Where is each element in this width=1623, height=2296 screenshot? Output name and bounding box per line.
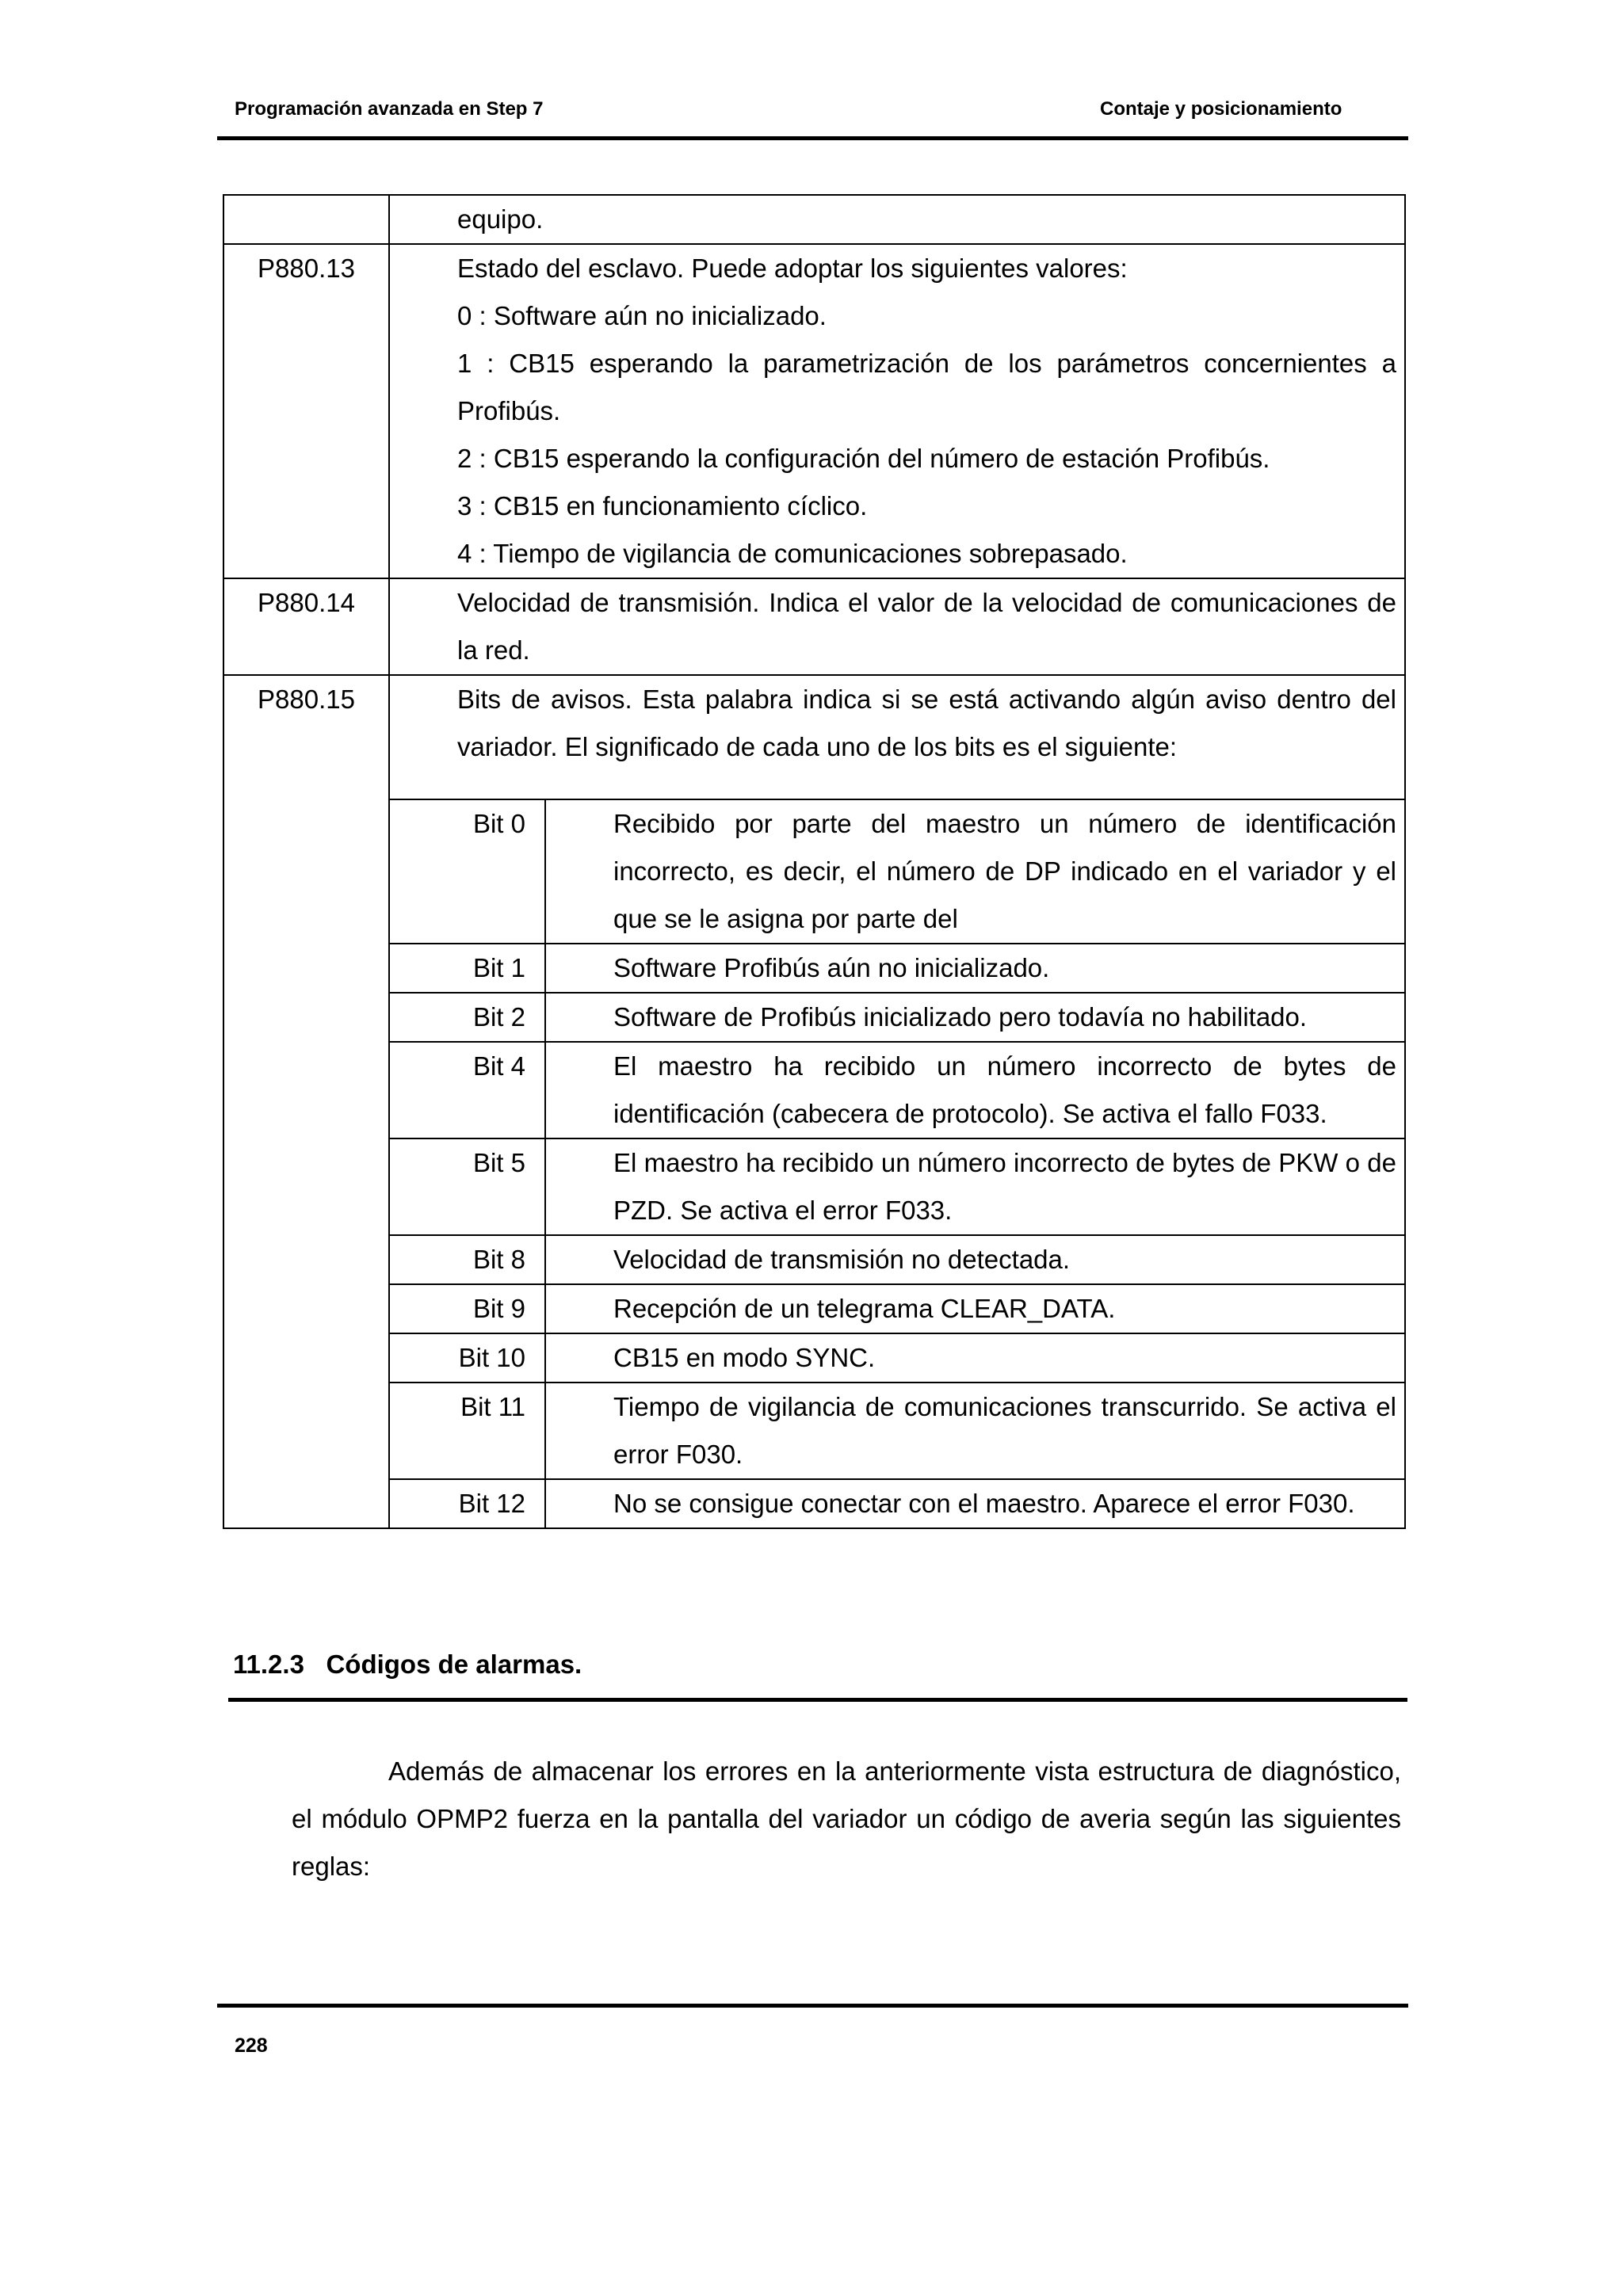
bit-label: Bit 10 [390,1333,545,1383]
bit-row [390,800,1404,944]
bits-table [390,800,1404,1527]
bit-row [390,1138,1404,1235]
bit-row [390,1284,1404,1333]
table-row [223,195,1405,244]
bit-row [390,1042,1404,1138]
param-code [223,195,389,244]
bit-row [390,1333,1404,1383]
param-desc-line: 1 : CB15 esperando la parametrización de los parámetros concernientes a Profibús. [457,349,1396,425]
param-code: P880.14 [223,578,389,675]
bit-description: Recepción de un telegrama CLEAR_DATA. [545,1284,1404,1333]
parameters-table [223,194,1406,1529]
param-desc-line: 0 : Software aún no inicializado. [457,301,827,330]
param-code: P880.15 [223,675,389,1528]
section-heading [233,1650,582,1680]
param-desc-line: Velocidad de transmisión. Indica el valor de la velocidad de comunicaciones de la red. [457,588,1396,665]
header-rule [217,136,1408,140]
body-paragraph [292,1748,1401,1890]
section-rule [228,1698,1407,1702]
param-description [389,578,1405,675]
bit-description: No se consigue conectar con el maestro. Aparece el error F030. [545,1479,1404,1527]
bit-row [390,993,1404,1042]
bit-label: Bit 2 [390,993,545,1042]
bit-description: Recibido por parte del maestro un número de identificación incorrecto, es decir, el número de DP indicado en el variador y el que se le asigna por parte del [545,800,1404,944]
bit-description: Software Profibús aún no inicializado. [545,944,1404,993]
page-number: 228 [235,2035,268,2057]
table-row [223,244,1405,578]
bit-description: Velocidad de transmisión no detectada. [545,1235,1404,1284]
bit-label: Bit 1 [390,944,545,993]
bit-label: Bit 11 [390,1383,545,1479]
section-title-text: Códigos de alarmas. [326,1650,582,1679]
param-description [389,244,1405,578]
table-row [223,799,1405,1528]
footer-rule [217,2004,1408,2008]
bit-row [390,1235,1404,1284]
header-left-title: Programación avanzada en Step 7 [235,98,544,120]
paragraph-text: Además de almacenar los errores en la anteriormente vista estructura de diagnóstico, el módulo OPMP2 fuerza en la pantalla del variador un código de averia según las siguientes reglas: [292,1756,1401,1881]
param-desc-line: equipo. [457,204,544,234]
bit-label: Bit 0 [390,800,545,944]
header-right-title: Contaje y posicionamiento [1100,98,1342,120]
bits-cell [389,799,1405,1528]
bit-label: Bit 12 [390,1479,545,1527]
param-desc-line: 2 : CB15 esperando la configuración del número de estación Profibús. [457,444,1270,473]
bit-row [390,944,1404,993]
section-number: 11.2.3 [233,1650,304,1679]
param-desc-line: Estado del esclavo. Puede adoptar los siguientes valores: [457,254,1128,283]
bit-description: CB15 en modo SYNC. [545,1333,1404,1383]
bit-description: El maestro ha recibido un número incorrecto de bytes de PKW o de PZD. Se activa el error F033. [545,1138,1404,1235]
bit-description: El maestro ha recibido un número incorrecto de bytes de identificación (cabecera de protocolo). Se activa el fallo F033. [545,1042,1404,1138]
param-code: P880.13 [223,244,389,578]
param-description [389,195,1405,244]
bit-description: Software de Profibús inicializado pero todavía no habilitado. [545,993,1404,1042]
bit-label: Bit 5 [390,1138,545,1235]
table-row [223,578,1405,675]
bit-row [390,1479,1404,1527]
bit-row [390,1383,1404,1479]
table-row [223,675,1405,799]
bit-label: Bit 8 [390,1235,545,1284]
param-desc-line: 4 : Tiempo de vigilancia de comunicaciones sobrepasado. [457,539,1128,568]
param-desc-line: 3 : CB15 en funcionamiento cíclico. [457,491,868,521]
bit-description: Tiempo de vigilancia de comunicaciones transcurrido. Se activa el error F030. [545,1383,1404,1479]
param-desc-line: Bits de avisos. Esta palabra indica si se está activando algún aviso dentro del variador. El significado de cada uno de los bits es el siguiente: [457,685,1396,761]
bit-label: Bit 9 [390,1284,545,1333]
bit-label: Bit 4 [390,1042,545,1138]
param-description [389,675,1405,799]
